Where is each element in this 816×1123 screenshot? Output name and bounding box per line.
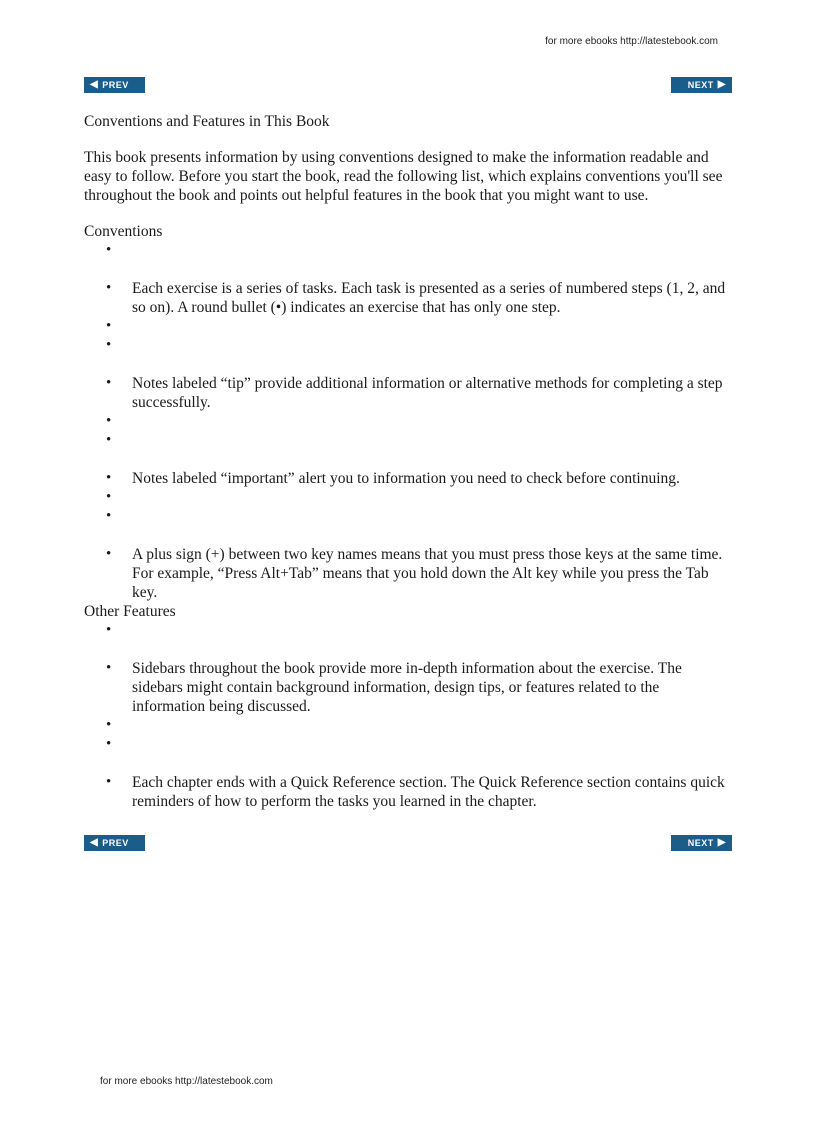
next-label: NEXT xyxy=(687,838,714,848)
list-item: • Sidebars throughout the book provide more in-depth information about the exercise. The sidebars might contain background information, design tips, or features related to the information being discussed. xyxy=(84,659,734,716)
next-button[interactable] xyxy=(671,835,732,851)
empty-bullet xyxy=(84,241,734,260)
empty-bullet xyxy=(84,336,734,355)
top-nav xyxy=(84,77,732,93)
conventions-heading: Conventions xyxy=(84,223,163,240)
prev-label: PREV xyxy=(102,80,129,90)
empty-bullet xyxy=(84,735,734,754)
page-title: Conventions and Features in This Book xyxy=(84,113,330,130)
prev-label: PREV xyxy=(102,838,129,848)
header-ebook-link[interactable]: for more ebooks http://latestebook.com xyxy=(545,36,718,47)
list-item: • A plus sign (+) between two key names means that you must press those keys at the same time. For example, “Press Alt+Tab” means that you hold down the Alt key while you press the Tab key. xyxy=(84,545,734,602)
prev-button[interactable] xyxy=(84,77,145,93)
next-button[interactable] xyxy=(671,77,732,93)
footer-ebook-link[interactable]: for more ebooks http://latestebook.com xyxy=(100,1076,273,1087)
conventions-list xyxy=(84,241,734,602)
list-item: • Notes labeled “tip” provide additional information or alternative methods for completing a step successfully. xyxy=(84,374,734,412)
other-features-heading: Other Features xyxy=(84,603,176,620)
arrow-left-icon: ◀ xyxy=(90,79,99,90)
list-item: • Notes labeled “important” alert you to information you need to check before continuing. xyxy=(84,469,734,488)
arrow-right-icon: ▶ xyxy=(717,79,726,90)
empty-bullet xyxy=(84,431,734,450)
bottom-nav xyxy=(84,835,732,851)
empty-bullet xyxy=(84,412,734,431)
list-item: • Each chapter ends with a Quick Reference section. The Quick Reference section contains quick reminders of how to perform the tasks you learned in the chapter. xyxy=(84,773,734,811)
page-content xyxy=(84,112,734,811)
empty-bullet xyxy=(84,507,734,526)
empty-bullet xyxy=(84,621,734,640)
empty-bullet xyxy=(84,317,734,336)
list-item: • Each exercise is a series of tasks. Each task is presented as a series of numbered steps (1, 2, and so on). A round bullet (•) indicates an exercise that has only one step. xyxy=(84,279,734,317)
intro-paragraph: This book presents information by using conventions designed to make the information readable and easy to follow. Before you start the book, read the following list, which explains conventions you'll see throughout the book and points out helpful features in the book that you might want to use. xyxy=(84,149,723,204)
empty-bullet xyxy=(84,488,734,507)
arrow-right-icon: ▶ xyxy=(717,837,726,848)
other-features-list xyxy=(84,621,734,811)
empty-bullet xyxy=(84,716,734,735)
prev-button[interactable] xyxy=(84,835,145,851)
next-label: NEXT xyxy=(687,80,714,90)
arrow-left-icon: ◀ xyxy=(90,837,99,848)
